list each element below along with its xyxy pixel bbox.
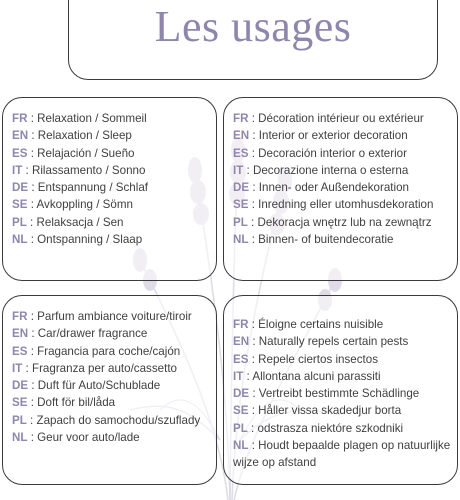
usage-line-nl (233, 231, 451, 248)
language-code: DE (233, 181, 250, 195)
language-code: EN (233, 129, 250, 143)
usage-text: Decorazione interna o esterna (252, 163, 409, 177)
title-panel (68, 0, 438, 80)
separator: : (27, 146, 38, 160)
language-code: EN (233, 335, 250, 349)
language-code: PL (12, 215, 27, 229)
usage-card-car-fragrance (2, 295, 217, 485)
usage-text: Decoración interior o exterior (258, 146, 407, 160)
usage-line-es (233, 351, 451, 368)
usage-text: Relaxation / Sommeil (37, 112, 147, 125)
separator: : (22, 163, 32, 177)
separator: : (249, 335, 259, 349)
usage-text: Éloigne certains nuisible (258, 318, 384, 331)
language-code: FR (233, 318, 249, 331)
page-title: Les usages (154, 2, 352, 51)
usage-text: Duft für Auto/Schublade (37, 379, 161, 393)
separator: : (27, 431, 38, 445)
usage-card-pest-repellent (223, 295, 458, 485)
usage-text: Parfum ambiance voiture/tiroir (37, 310, 192, 323)
usage-line-en (12, 127, 210, 144)
language-code: FR (12, 112, 28, 125)
separator: : (28, 379, 38, 393)
separator: : (249, 129, 259, 143)
usage-line-it (12, 162, 210, 179)
language-code: PL (233, 421, 248, 435)
usage-line-nl (12, 429, 210, 446)
usage-line-pl (12, 412, 210, 429)
language-code: SE (12, 198, 28, 212)
usage-line-se (233, 402, 451, 419)
separator: : (26, 413, 37, 427)
separator: : (27, 344, 38, 358)
language-code: IT (12, 361, 23, 375)
language-code: SE (233, 404, 249, 418)
language-code: NL (233, 439, 249, 453)
separator: : (27, 310, 38, 323)
usage-text: Inredning eller utomhusdekoration (258, 198, 434, 212)
separator: : (28, 327, 38, 341)
language-code: ES (233, 146, 249, 160)
language-code: FR (12, 310, 28, 323)
usage-line-es (12, 145, 210, 162)
usage-line-de (233, 385, 451, 402)
language-code: SE (12, 396, 28, 410)
separator: : (28, 181, 38, 195)
usage-text: Zapach do samochodu/szuflady (36, 413, 201, 427)
separator: : (248, 233, 259, 247)
separator: : (247, 421, 258, 435)
separator: : (249, 181, 259, 195)
usage-line-nl (233, 437, 451, 472)
usage-line-se (12, 394, 210, 411)
usage-line-it (12, 360, 210, 377)
language-code: ES (12, 146, 28, 160)
language-code: DE (233, 387, 250, 401)
usage-line-nl (12, 231, 210, 248)
separator: : (28, 129, 38, 143)
usage-text: Interior or exterior decoration (258, 129, 408, 143)
usage-line-de (12, 179, 210, 196)
usage-text: odstrasza niektóre szkodniki (257, 421, 404, 435)
usage-text: Ontspanning / Slaap (37, 233, 143, 247)
usage-line-it (233, 368, 451, 385)
separator: : (248, 439, 259, 453)
language-code: NL (233, 233, 249, 247)
usage-line-se (233, 196, 451, 213)
usage-card-decoration (223, 97, 458, 281)
usage-text: Allontana alcuni parassiti (252, 369, 381, 383)
usage-text: Binnen- of buitendecoratie (258, 233, 394, 247)
language-code: EN (12, 129, 29, 143)
separator: : (248, 352, 259, 366)
language-code: IT (233, 163, 244, 177)
usage-text: Relajación / Sueño (37, 146, 135, 160)
language-code: ES (233, 352, 249, 366)
usage-line-es (12, 343, 210, 360)
separator: : (22, 361, 32, 375)
usage-line-pl (233, 420, 451, 437)
usage-line-pl (233, 214, 451, 231)
language-code: IT (12, 163, 23, 177)
language-code: EN (12, 327, 29, 341)
usage-line-se (12, 196, 210, 213)
usage-line-pl (12, 214, 210, 231)
usage-line-it (233, 162, 451, 179)
separator: : (248, 318, 259, 331)
usage-line-en (233, 127, 451, 144)
separator: : (243, 163, 253, 177)
usage-line-en (233, 333, 451, 350)
language-code: DE (12, 379, 29, 393)
usage-text: Décoration intérieur ou extérieur (258, 112, 424, 125)
usage-text: Fragancia para coche/cajón (37, 344, 181, 358)
language-code: DE (12, 181, 29, 195)
usage-text: Håller vissa skadedjur borta (258, 404, 402, 418)
usage-line-fr (233, 110, 451, 127)
separator: : (248, 198, 259, 212)
usage-text: Naturally repels certain pests (258, 335, 409, 349)
usage-line-en (12, 325, 210, 342)
usage-text: Dekoracja wnętrz lub na zewnątrz (257, 215, 432, 229)
separator: : (247, 215, 258, 229)
separator: : (27, 233, 38, 247)
usage-line-fr (12, 308, 210, 325)
usage-card-relaxation (2, 97, 217, 281)
usage-text: Fragranza per auto/cassetto (31, 361, 177, 375)
usage-text: Innen- oder Außendekoration (258, 181, 409, 195)
usage-text: Entspannung / Schlaf (37, 181, 149, 195)
usage-text: Vertreibt bestimmte Schädlinge (258, 387, 420, 401)
usage-line-es (233, 145, 451, 162)
language-code: NL (12, 431, 28, 445)
language-code: NL (12, 233, 28, 247)
usage-line-de (233, 179, 451, 196)
language-code: FR (233, 112, 249, 125)
usage-text: Houdt bepaalde plagen op natuurlijke wijze op afstand (233, 439, 451, 470)
separator: : (26, 215, 37, 229)
language-code: ES (12, 344, 28, 358)
usage-text: Rilassamento / Sonno (31, 163, 146, 177)
language-code: IT (233, 369, 244, 383)
separator: : (249, 387, 259, 401)
language-code: SE (233, 198, 249, 212)
separator: : (27, 396, 38, 410)
usage-line-de (12, 377, 210, 394)
separator: : (248, 146, 259, 160)
separator: : (27, 198, 37, 212)
usage-line-fr (12, 110, 210, 127)
language-code: PL (233, 215, 248, 229)
separator: : (27, 112, 38, 125)
usage-text: Relaxation / Sleep (37, 129, 132, 143)
separator: : (248, 404, 259, 418)
usage-text: Geur voor auto/lade (37, 431, 140, 445)
language-code: PL (12, 413, 27, 427)
usage-text: Relaksacja / Sen (36, 215, 124, 229)
usage-text: Car/drawer fragrance (37, 327, 148, 341)
separator: : (243, 369, 253, 383)
usage-text: Repele ciertos insectos (258, 352, 379, 366)
usage-text: Avkoppling / Sömn (36, 198, 133, 212)
usage-line-fr (233, 316, 451, 333)
usage-text: Doft för bil/låda (37, 396, 116, 410)
separator: : (248, 112, 259, 125)
